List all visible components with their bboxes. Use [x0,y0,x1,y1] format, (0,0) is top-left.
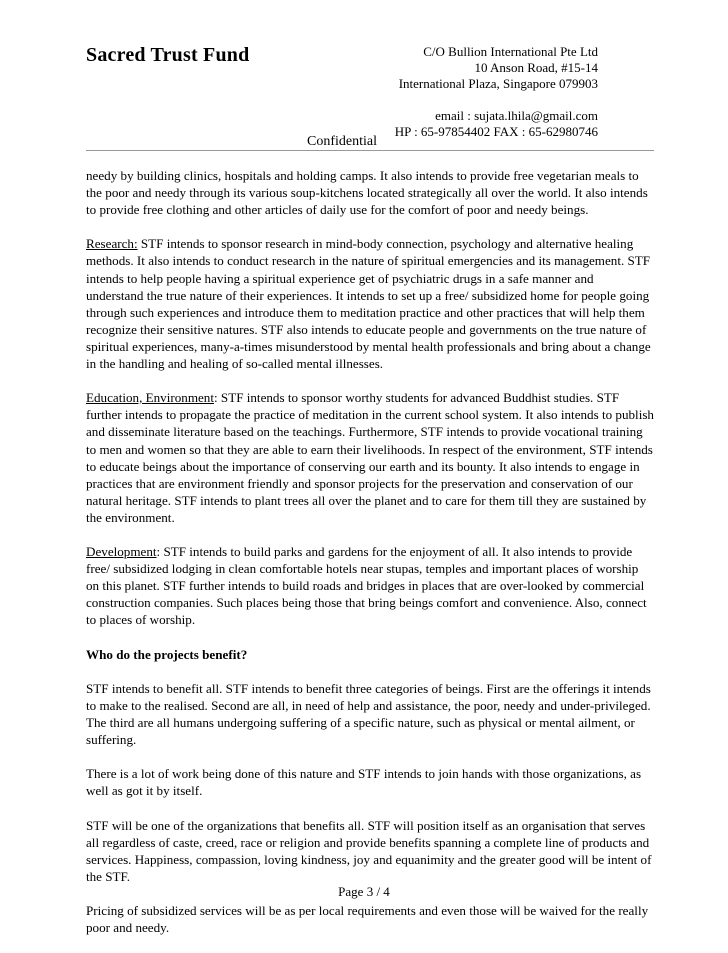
document-body [86,167,654,953]
header-divider [86,150,654,151]
phone-fax-line: HP : 65-97854402 FAX : 65-62980746 [394,124,598,139]
address-line-company: C/O Bullion International Pte Ltd [423,44,598,59]
org-title: Sacred Trust Fund [86,44,250,66]
benefit-paragraph-2: There is a lot of work being done of this nature and STF intends to join hands with those organizations, as well as got it by itself. [86,766,642,799]
page-number: Page 3 / 4 [338,884,390,899]
benefit-paragraph-4: Pricing of subsidized services will be as per local requirements and even those will be waived for the really poor and needy. [86,903,649,936]
address-line-street: 10 Anson Road, #15-14 [474,60,598,75]
development-text: : STF intends to build parks and gardens for the enjoyment of all. It also intends to provide free/ subsidized lodging in clean comfortable hotels near stupas, temples and important places of worship on this planet. STF further intends to build roads and bridges in places that are over-looked by commercial construction companies. Such places being those that bring beings comfort and convenience. Also, connect to places of worship. [86,544,647,628]
email-line: email : sujata.lhila@gmail.com [435,108,598,123]
address-line-city: International Plaza, Singapore 079903 [398,76,598,91]
development-paragraph [86,543,654,628]
education-text: : STF intends to sponsor worthy students for advanced Buddhist studies. STF further intends to propagate the practice of meditation in the current school system. It also intends to publish and disseminate literature based on the teachings. Furthermore, STF intends to provide vocational training to men and women so that they are able to earn their livelihoods. In respect of the environment, STF intends to educate beings about the importance of conserving our earth and its bounty. It also intends to engage in practices that are environment friendly and sponsor projects for the preservation and conservation of our natural heritage. STF intends to plant trees all over the planet and to care for them till they are sustained by the environment. [86,390,654,525]
development-heading: Development [86,544,157,560]
education-heading: Education, Environment [86,390,214,406]
benefit-paragraph-3: STF will be one of the organizations that benefits all. STF will position itself as an organisation that serves all regardless of caste, creed, race or religion and provide benefits spanning a complete line of products and services. Happiness, compassion, loving kindness, joy and equanimity and the greater good will be intent of the STF. [86,817,652,884]
intro-paragraph: needy by building clinics, hospitals and holding camps. It also intends to provide free vegetarian meals to the poor and needy through its various soup-kitchens located strategically all over the world. It also intends to provide free clothing and other articles of daily use for the comfort of poor and needy beings. [86,168,648,218]
address-block [395,44,598,140]
research-paragraph [86,235,654,372]
research-heading: Research: [86,236,138,252]
research-text: STF intends to sponsor research in mind-body connection, psychology and alternative healing methods. It also intends to conduct research in the nature of spiritual emergencies and its management. STF intends to help people having a spiritual experience get of psychiatric drugs in a safe manner and understand the true nature of their experiences. It intends to set up a free/ subsidized home for people going through such experiences and introduce them to meditation practice and other practices that will help them recognize their sensitive natures. STF also intends to educate people and governments on the true nature of spiritual experiences, many-a-times misunderstood by mental health professionals and bring about a change in the handling and healing of so-called mental illnesses. [86,236,651,372]
education-paragraph [86,389,654,526]
benefit-paragraph-1: STF intends to benefit all. STF intends to benefit three categories of beings. First are the offerings it intends to make to the realised. Second are all, in need of help and assistance, the poor, needy and under-privileged. The third are all humans undergoing suffering of a specific nature, such as physical or mental ailment, or suffering. [86,680,651,748]
benefit-heading: Who do the projects benefit? [86,646,248,662]
confidential-label: Confidential [307,134,377,149]
